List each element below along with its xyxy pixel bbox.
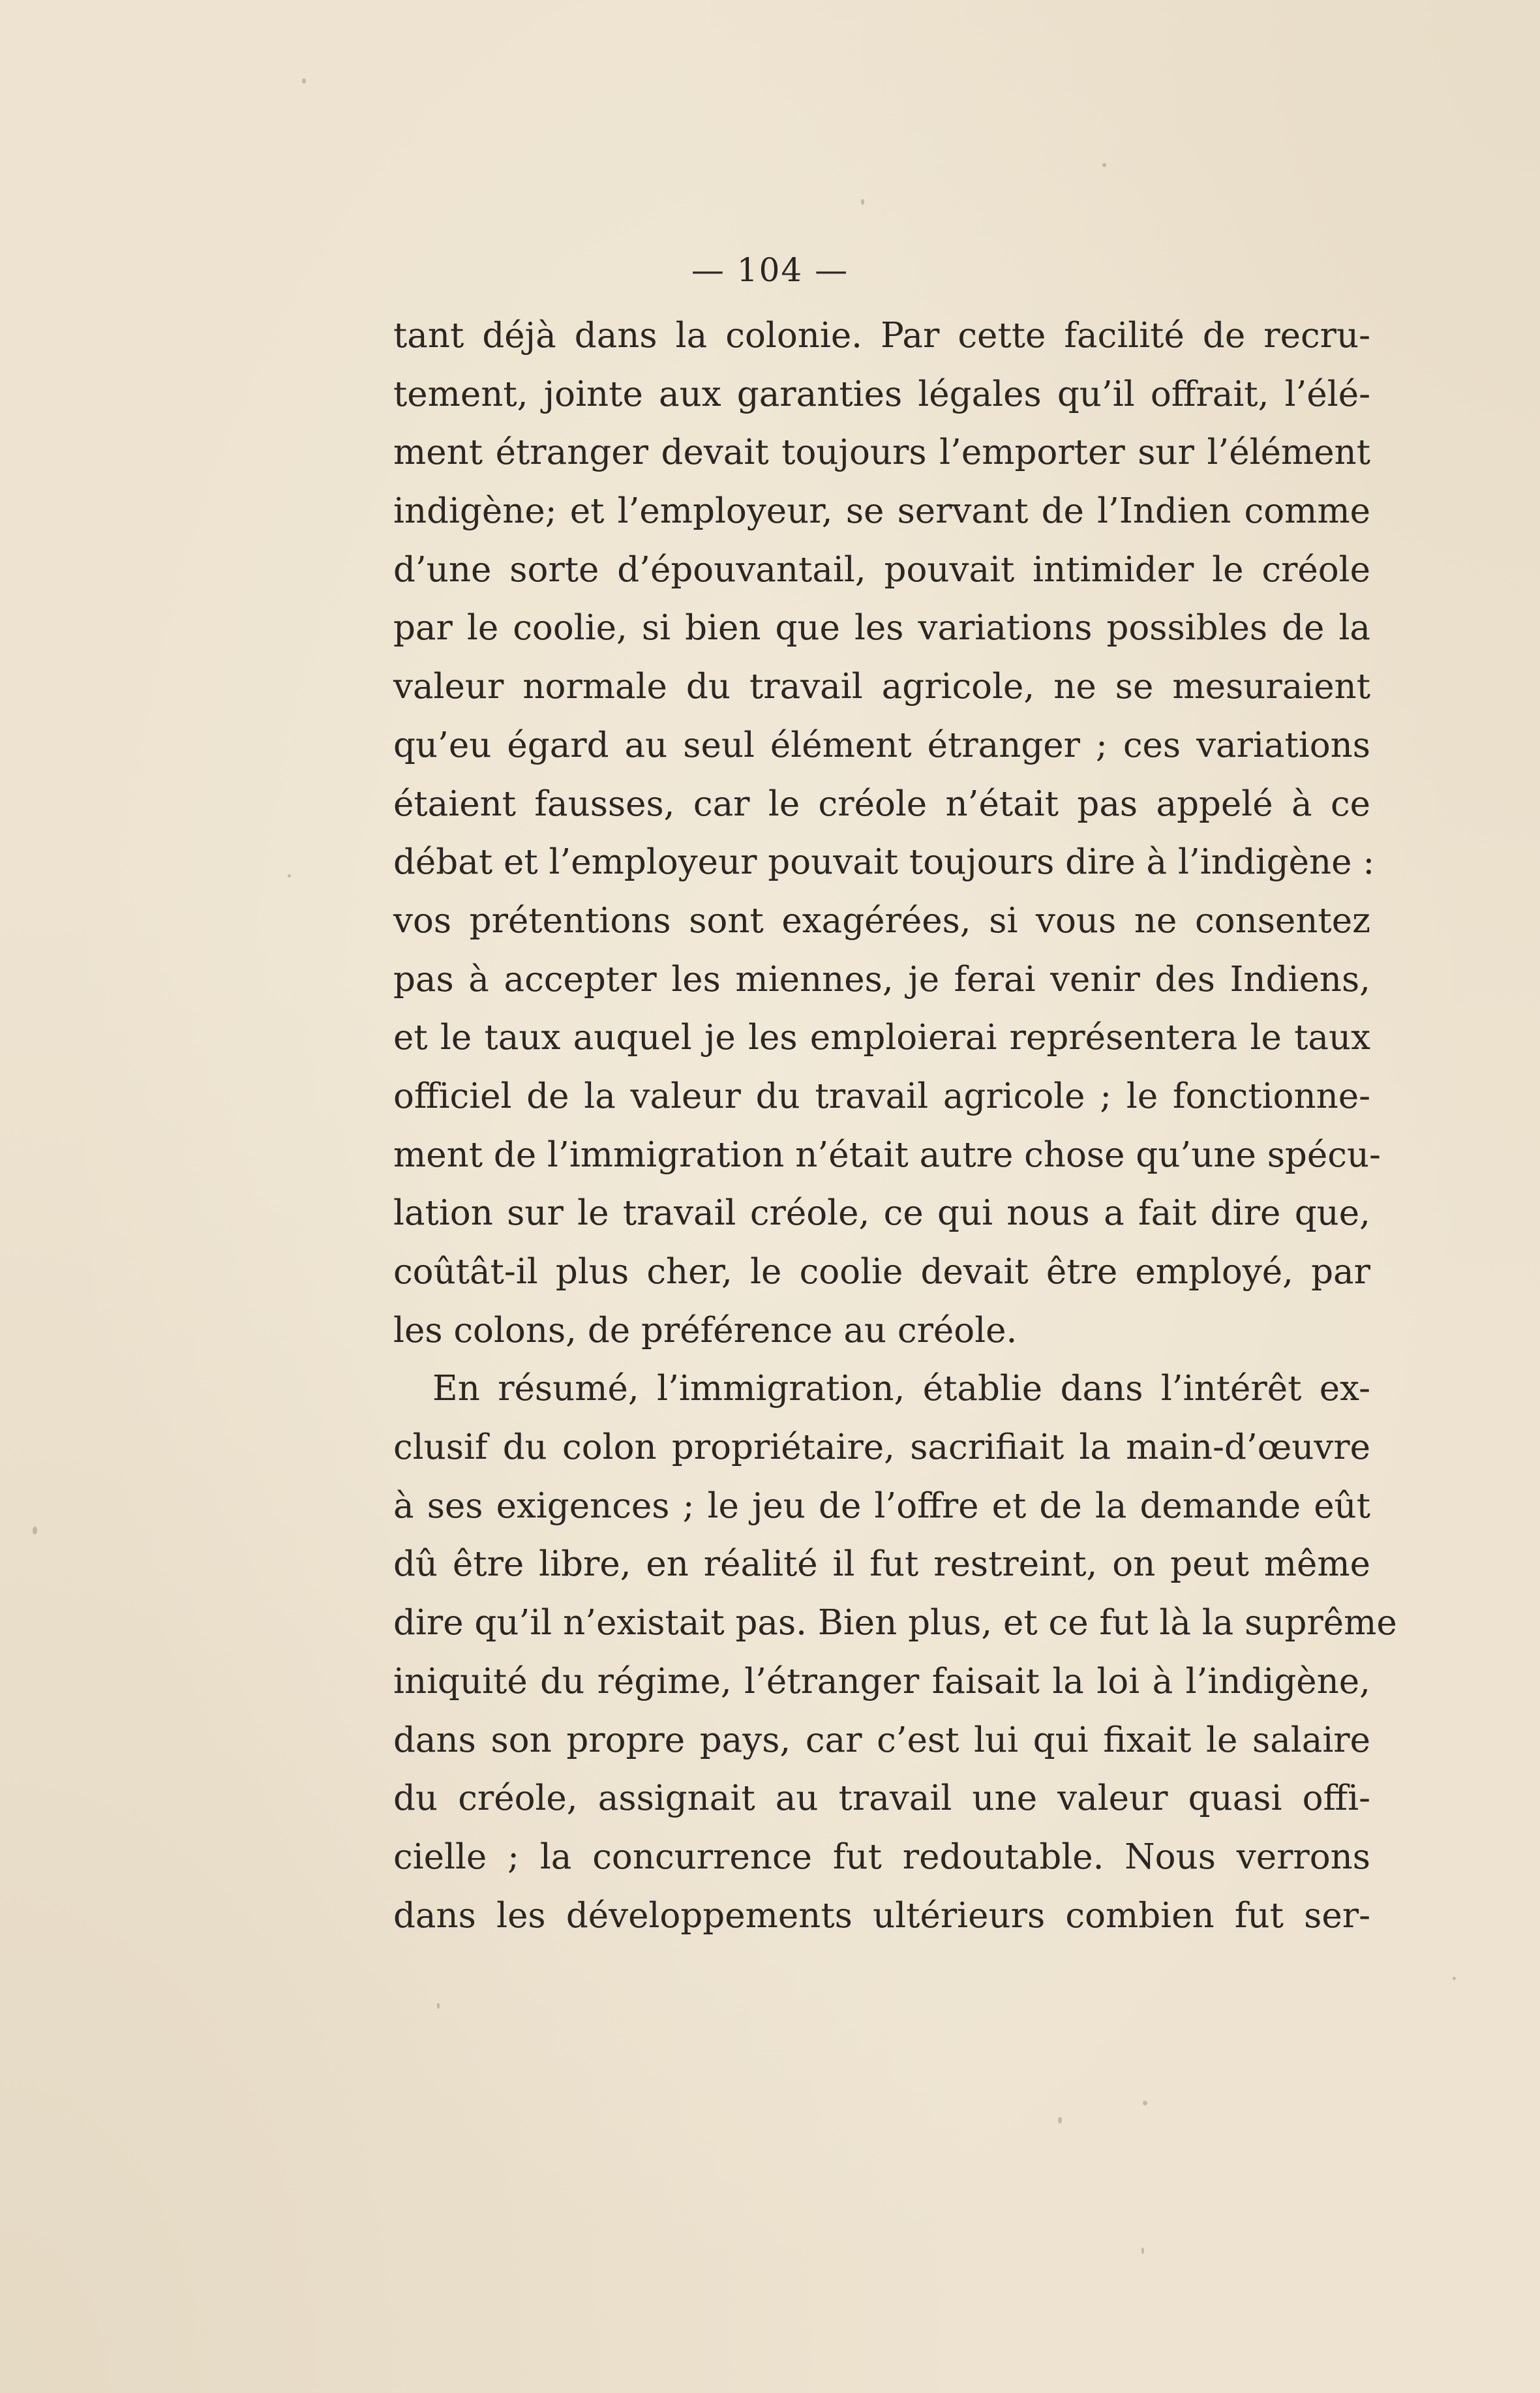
paper-speck — [302, 78, 306, 84]
body-text — [393, 307, 1397, 1945]
text-line: indigène; et l’employeur, se servant de l’Indien comme — [393, 491, 1370, 532]
text-line: par le coolie, si bien que les variations possibles de la — [393, 608, 1370, 648]
text-line: lation sur le travail créole, ce qui nous a fait dire que, — [393, 1193, 1370, 1234]
text-line: dans son propre pays, car c’est lui qui fixait le salaire — [393, 1720, 1370, 1760]
paper-speck — [1058, 2117, 1062, 2124]
text-line: valeur normale du travail agricole, ne se mesuraient — [393, 667, 1370, 707]
paper-speck — [1453, 1977, 1456, 1980]
paper-speck — [1102, 163, 1106, 167]
text-line: ment de l’immigration n’était autre chose qu’une spécu- — [393, 1135, 1381, 1175]
paragraph-end-line: les colons, de préférence au créole. — [393, 1310, 1018, 1350]
paper-speck — [437, 2003, 440, 2009]
text-line: du créole, assignait au travail une valeur quasi offi- — [393, 1778, 1370, 1819]
text-line: pas à accepter les miennes, je ferai venir des Indiens, — [393, 959, 1370, 999]
paper-speck — [1143, 2101, 1147, 2105]
paper-speck — [33, 1527, 37, 1534]
text-line: étaient fausses, car le créole n’était pas appelé à ce — [393, 784, 1370, 824]
text-line: clusif du colon propriétaire, sacrifiait la main-d’œuvre — [393, 1427, 1370, 1468]
text-line: dire qu’il n’existait pas. Bien plus, et ce fut là la suprême — [393, 1603, 1397, 1643]
paper-speck — [288, 874, 291, 877]
text-line: ment étranger devait toujours l’emporter sur l’élément — [393, 433, 1370, 473]
paragraph-start-line: En résumé, l’immigration, établie dans l’intérêt ex- — [432, 1369, 1370, 1409]
text-line: iniquité du régime, l’étranger faisait la loi à l’indigène, — [393, 1661, 1370, 1701]
text-line: vos prétentions sont exagérées, si vous ne consentez — [393, 900, 1370, 941]
text-line: qu’eu égard au seul élément étranger ; ces variations — [393, 725, 1370, 765]
text-line: à ses exigences ; le jeu de l’offre et de la demande eût — [393, 1486, 1370, 1526]
paper-speck — [1141, 2248, 1144, 2254]
text-line: tement, jointe aux garanties légales qu’il offrait, l’élé- — [393, 374, 1370, 414]
text-line: et le taux auquel je les emploierai représentera le taux — [393, 1018, 1370, 1058]
text-line: dans les développements ultérieurs combien fut ser- — [393, 1895, 1370, 1936]
text-line: dû être libre, en réalité il fut restreint, on peut même — [393, 1544, 1370, 1585]
text-line: d’une sorte d’épouvantail, pouvait intimider le créole — [393, 549, 1370, 590]
text-line: officiel de la valeur du travail agricole ; le fonctionne- — [393, 1076, 1370, 1116]
page-number: — 104 — — [691, 251, 849, 289]
text-line: coûtât-il plus cher, le coolie devait être employé, par — [393, 1252, 1370, 1292]
paper-speck — [861, 199, 864, 205]
text-line: cielle ; la concurrence fut redoutable. Nous verrons — [393, 1837, 1370, 1877]
text-line: tant déjà dans la colonie. Par cette facilité de recru- — [393, 316, 1370, 356]
text-line: débat et l’employeur pouvait toujours dire à l’indigène : — [393, 842, 1375, 883]
